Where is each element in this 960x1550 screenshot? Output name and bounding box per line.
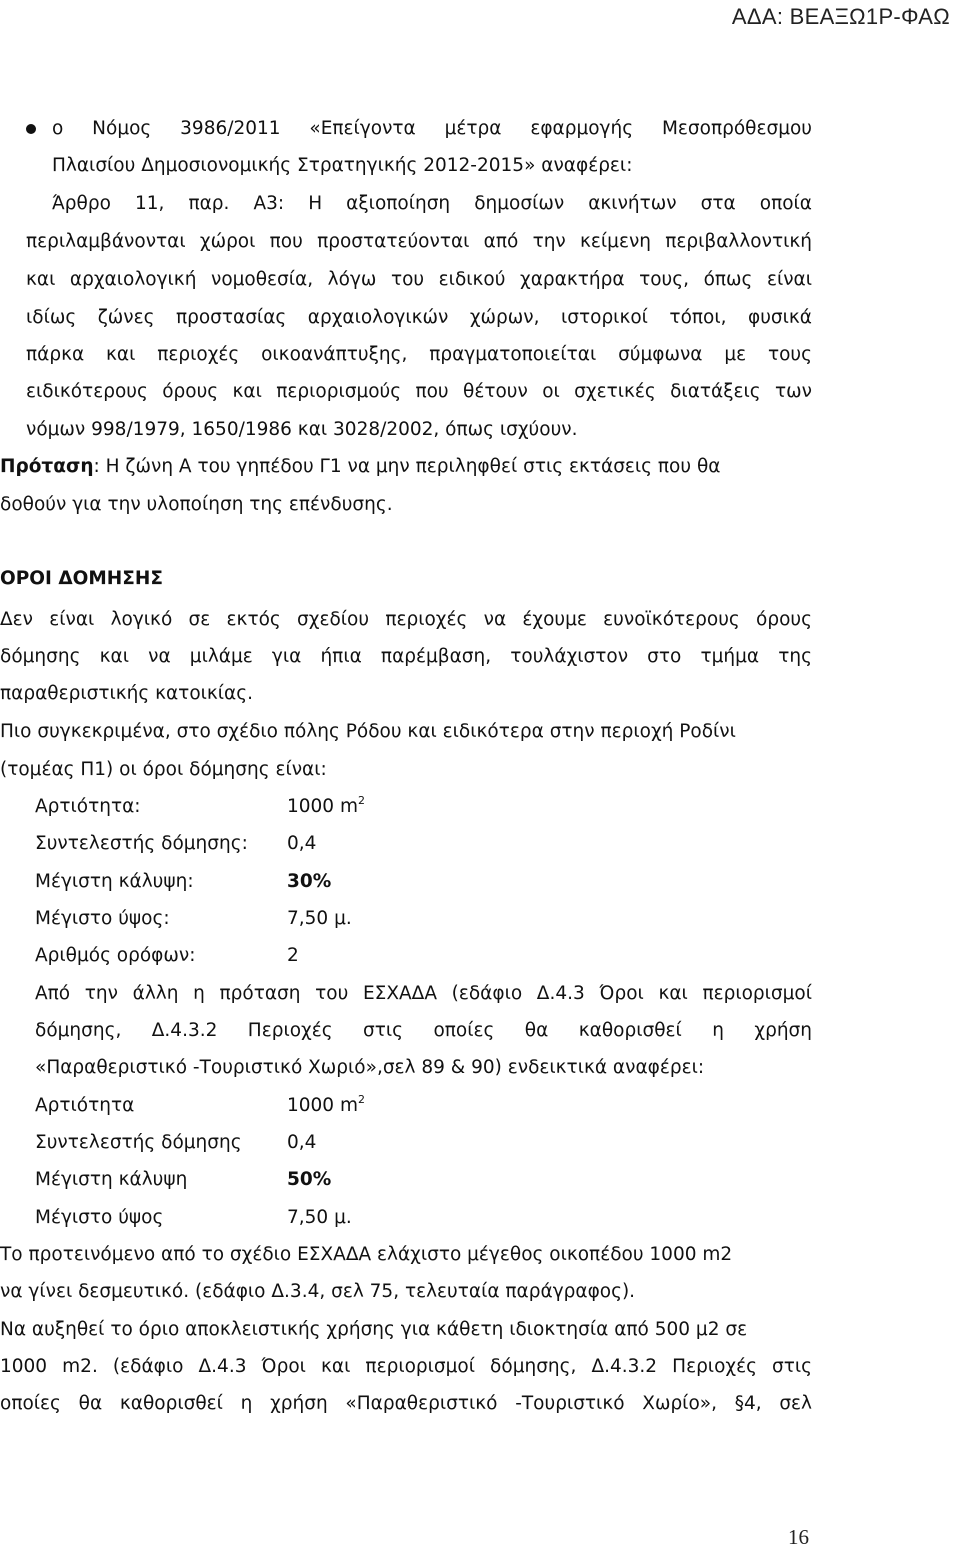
text-line: Να αυξηθεί το όριο αποκλειστικής χρήσης για κάθετη ιδιοκτησία από 500 μ2 σε: [0, 1319, 748, 1340]
text-line: δόμησης και να μιλάμε για ήπια παρέμβαση, τουλάχιστον στο τμήμα της: [0, 646, 812, 667]
term-value: 1000 $m^2$: [287, 794, 365, 817]
term-label: Μέγιστο ύψος: [35, 1207, 164, 1228]
term-label: Αρτιότητα: [35, 1095, 135, 1116]
text-line: ιδίως ζώνες προστασίας αρχαιολογικών χώρων, ιστορικοί τόποι, φυσικά: [26, 307, 812, 328]
term-value: 7,50 μ.: [287, 1207, 352, 1228]
term-value: 0,4: [287, 833, 317, 854]
text-line: Πλαισίου Δημοσιονομικής Στρατηγικής 2012-2015» αναφέρει:: [52, 155, 633, 176]
proposal-text: : Η ζώνη Α του γηπέδου Γ1 να μην περιληφθεί στις εκτάσεις που θα: [93, 456, 721, 477]
text-line: Άρθρο 11, παρ. Α3: Η αξιοποίηση δημοσίων ακινήτων στα οποία: [52, 193, 812, 214]
term-value: 7,50 μ.: [287, 908, 352, 929]
text-line: πάρκα και περιοχές οικοανάπτυξης, πραγματοποιείται σύμφωνα με τους: [26, 344, 812, 365]
term-label: Αριθμός ορόφων:: [35, 945, 196, 966]
text-line: (τομέας Π1) οι όροι δόμησης είναι:: [0, 759, 327, 780]
text-line: παραθεριστικής κατοικίας.: [0, 683, 253, 704]
term-value: 2: [287, 945, 299, 966]
term-label: Μέγιστη κάλυψη: [35, 1169, 188, 1190]
proposal-line: [0, 456, 812, 477]
text-line: Από την άλλη η πρόταση του ΕΣΧΑΔΑ (εδάφιο Δ.4.3 Όροι και περιορισμοί: [35, 983, 812, 1004]
term-value: 30%: [287, 871, 332, 892]
page-number: 16: [788, 1525, 809, 1549]
term-label: Μέγιστο ύψος:: [35, 908, 170, 929]
document-code: ΑΔΑ: ΒΕΑΞΩ1Ρ-ΦΑΩ: [731, 4, 950, 29]
term-value: 0,4: [287, 1132, 317, 1153]
text-line: 1000 m2. (εδάφιο Δ.4.3 Όροι και περιορισμοί δόμησης, Δ.4.3.2 Περιοχές στις: [0, 1356, 812, 1377]
proposal-line: δοθούν για την υλοποίηση της επένδυσης.: [0, 494, 393, 515]
text-line: «Παραθεριστικό -Τουριστικό Χωριό»,σελ 89 & 90) ενδεικτικά αναφέρει:: [35, 1057, 705, 1078]
text-line: Πιο συγκεκριμένα, στο σχέδιο πόλης Ρόδου και ειδικότερα στην περιοχή Ροδίνι: [0, 721, 736, 742]
text-line: και αρχαιολογική νομοθεσία, λόγω του ειδικού χαρακτήρα τους, όπως είναι: [26, 269, 812, 290]
bullet-icon: [26, 124, 36, 134]
text-line: περιλαμβάνονται χώροι που προστατεύονται από την κείμενη περιβαλλοντική: [26, 231, 812, 252]
text-line: δόμησης, Δ.4.3.2 Περιοχές στις οποίες θα καθορισθεί η χρήση: [35, 1020, 812, 1041]
term-value: 50%: [287, 1169, 332, 1190]
term-value: 1000 $m^2$: [287, 1093, 365, 1116]
term-label: Μέγιστη κάλυψη:: [35, 871, 194, 892]
term-label: Συντελεστής δόμησης:: [35, 833, 248, 854]
section-heading: ΟΡΟΙ ΔΟΜΗΣΗΣ: [0, 568, 164, 589]
proposal-label: Πρόταση: [0, 456, 94, 477]
text-line: Δεν είναι λογικό σε εκτός σχεδίου περιοχές να έχουμε ευνοϊκότερους όρους: [0, 609, 812, 630]
text-line: ειδικότερους όρους και περιορισμούς που θέτουν οι σχετικές διατάξεις των: [26, 381, 812, 402]
term-label: Αρτιότητα:: [35, 796, 141, 817]
text-line: ο Νόμος 3986/2011 «Επείγοντα μέτρα εφαρμογής Μεσοπρόθεσμου: [52, 118, 812, 139]
term-label: Συντελεστής δόμησης: [35, 1132, 242, 1153]
text-line: νόμων 998/1979, 1650/1986 και 3028/2002, όπως ισχύουν.: [26, 419, 578, 440]
text-line: να γίνει δεσμευτικό. (εδάφιο Δ.3.4, σελ 75, τελευταία παράγραφος).: [0, 1281, 636, 1302]
text-line: Το προτεινόμενο από το σχέδιο ΕΣΧΑΔΑ ελάχιστο μέγεθος οικοπέδου 1000 m2: [0, 1244, 733, 1265]
text-line: οποίες θα καθορισθεί η χρήση «Παραθεριστικό -Τουριστικό Χωρίο», §4, σελ: [0, 1393, 812, 1414]
